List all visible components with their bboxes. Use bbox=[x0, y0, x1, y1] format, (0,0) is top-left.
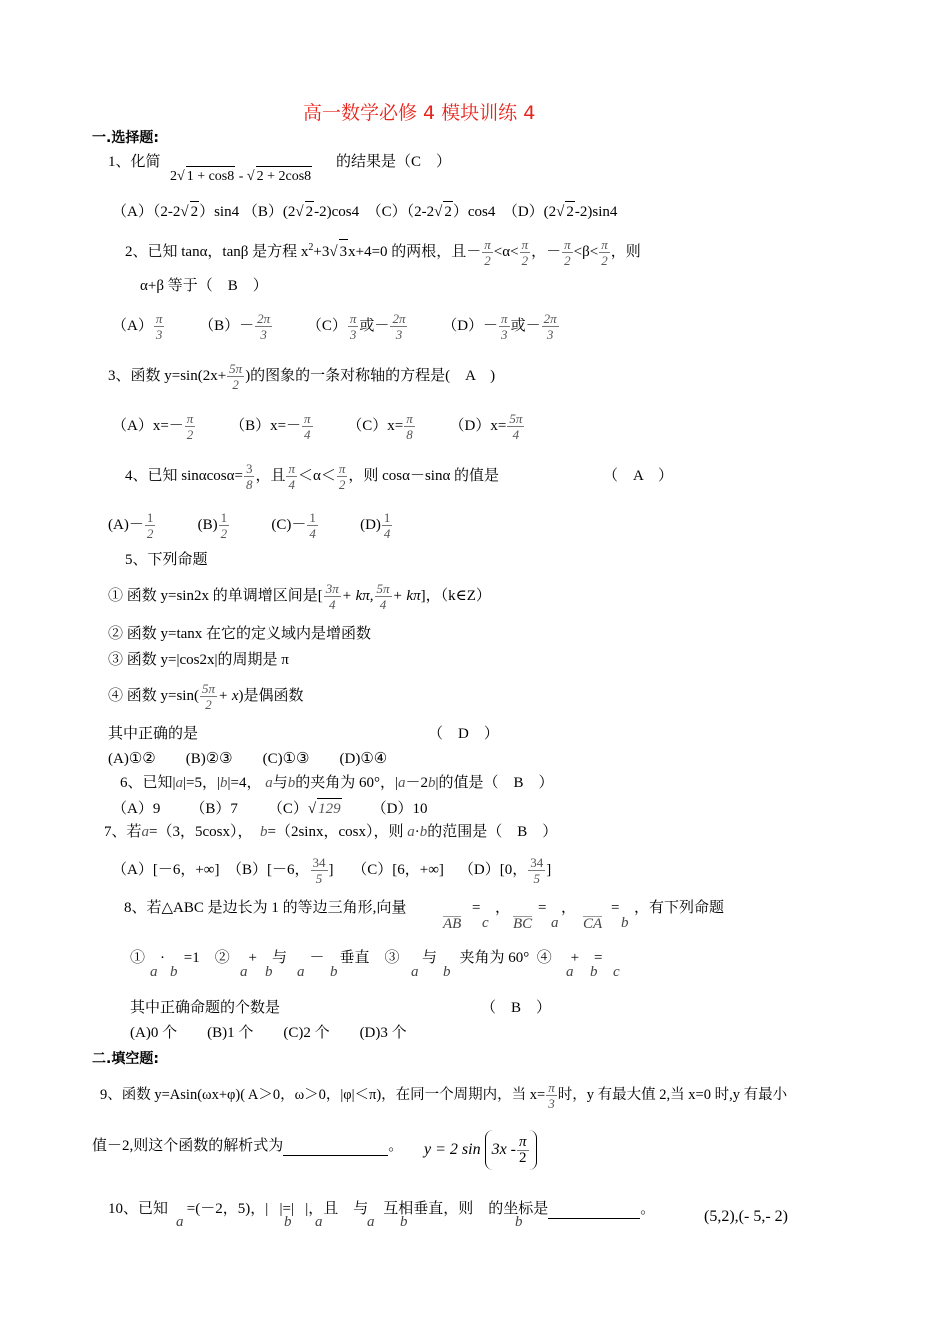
q10-blank[interactable] bbox=[548, 1204, 640, 1219]
q3-options: （A）x=－ $\frac{\pi}{2}$ （B）x=－ $\frac{\pi}{4}$ （C）x= $\frac{\pi}{8}$ （D）x= $\frac{5\pi}{4}$ bbox=[112, 411, 523, 443]
q8-vec-c: c bbox=[482, 915, 489, 931]
q8-p2-b: b bbox=[265, 964, 273, 980]
q5-prop-1: ① 函数 y=sin2x 的单调增区间是[ $\frac{3\pi}{4}$ + kπ, $\frac{5\pi}{4}$ + kπ]，（k∈Z） bbox=[108, 581, 491, 613]
question-6: 6、已知|a|=5，|b|=4， a与b的夹角为 60°，|a－2b|的值是（ B ） bbox=[120, 775, 554, 791]
q8-vec-CA: CA bbox=[583, 916, 603, 932]
q8-p4-b: b bbox=[590, 964, 598, 980]
q9-line2: 值－2,则这个函数的解析式为 。 bbox=[92, 1138, 404, 1154]
question-10: 10、已知 =(－2，5)，| |=| |，且 与 互相垂直，则 的坐标是 。 bbox=[108, 1201, 656, 1217]
q8-props: ① · =1 ② + 与 － 垂直 ③ 与 夹角为 60° ④ + = bbox=[130, 950, 603, 966]
q10-vec-a2: a bbox=[315, 1214, 323, 1230]
q8-p1-a: a bbox=[150, 964, 158, 980]
q5-prop-4: ④ 函数 y=sin( $\frac{5\pi}{2}$ + x)是偶函数 bbox=[108, 681, 304, 713]
q1-options: （A）（2-2√ 2）sin4 （B）(2√ 2-2)cos4 （C）（2-2√ 2）cos4 （D）(2√ 2-2)sin4 bbox=[112, 201, 617, 222]
q8-comma-1: ， bbox=[495, 900, 511, 916]
q5-options: (A)①② (B)②③ (C)①③ (D)①④ bbox=[108, 751, 388, 767]
q10-vec-a1: a bbox=[176, 1214, 184, 1230]
q8-vec-BC: BC bbox=[513, 916, 533, 932]
q4-options: (A)－ $\frac{1}{2}$ (B) $\frac{1}{2}$ (C)－ $\frac{1}{4}$ (D) $\frac{1}{4}$ bbox=[108, 510, 391, 542]
q8-p3-b: b bbox=[443, 964, 451, 980]
q8-p3-a: a bbox=[411, 964, 419, 980]
q7-options: （A）[－6，+∞] （B）[－6， $\frac{34}{5}$ ] （C）[6，+∞] （D）[0， $\frac{34}{5}$ ] bbox=[112, 855, 552, 887]
q8-tail: ，有下列命题 bbox=[634, 900, 725, 916]
q8-options: (A)0 个 (B)1 个 (C)2 个 (D)3 个 bbox=[130, 1025, 407, 1041]
q8-eq-b: = bbox=[611, 900, 620, 916]
q8-p2-b2: b bbox=[330, 964, 338, 980]
q2-line2: α+β 等于（ B ） bbox=[140, 278, 268, 294]
question-1: 1、化简 bbox=[108, 154, 161, 170]
q8-p1-b: b bbox=[170, 964, 178, 980]
question-2: 2、已知 tanα，tanβ 是方程 $x^2+3√$ 3x+4=0 的两根，且－ $\frac{\pi}{2}$ <α< $\frac{\pi}{2}$ ，－ $\frac{\pi}{2}$ <β< $\frac{\pi}{2}$ ，则 bbox=[125, 237, 641, 269]
q10-vec-b2: b bbox=[400, 1214, 408, 1230]
q1-radical-2: 2 + 2cos8 bbox=[256, 166, 313, 187]
q5-ask: 其中正确的是 bbox=[108, 726, 199, 742]
q8-vec-b: b bbox=[621, 915, 629, 931]
q5-prop-2: ② 函数 y=tanx 在它的定义域内是增函数 bbox=[108, 626, 372, 642]
q2-options: （A） $\frac{\pi}{3}$ （B）－ $\frac{2\pi}{3}$ （C） $\frac{\pi}{3}$ 或－ $\frac{2\pi}{3}$ （D）－ $\frac{\pi}{3}$ 或－ $\frac{2\pi}{3}$ bbox=[112, 311, 557, 343]
q10-answer: (5,2),(- 5,- 2) bbox=[704, 1208, 788, 1225]
q8-eq-c: = bbox=[472, 900, 481, 916]
q1-radical-1: 1 + cos8 bbox=[186, 166, 236, 187]
q8-vec-a: a bbox=[551, 915, 559, 931]
question-7: 7、若a=（3，5cosx）， b=（2sinx，cosx），则 a·b的范围是（ B ） bbox=[104, 824, 558, 840]
q8-p2-a2: a bbox=[297, 964, 305, 980]
q8-vec-AB: AB bbox=[443, 916, 462, 932]
q1-suffix: 的结果是（C ） bbox=[336, 154, 452, 170]
q6-options: （A）9 （B）7 （C）√ 129 （D）10 bbox=[112, 798, 427, 819]
q9-answer: y = 2 sin 3x - $\frac{\pi}{2}$ bbox=[424, 1128, 537, 1172]
q9-blank[interactable] bbox=[283, 1141, 388, 1156]
q8-answer: （ B ） bbox=[481, 1000, 552, 1016]
q8-p4-a: a bbox=[566, 964, 574, 980]
q8-eq-a: = bbox=[538, 900, 547, 916]
question-3: 3、函数 y=sin(2x+ $\frac{5\pi}{2}$ )的图象的一条对称轴的方程是( A ) bbox=[108, 361, 496, 393]
q8-p4-c: c bbox=[613, 964, 620, 980]
q5-prop-3: ③ 函数 y=|cos2x|的周期是 π bbox=[108, 652, 289, 668]
q4-answer: （ A ） bbox=[603, 468, 674, 484]
q8-comma-2: ， bbox=[561, 900, 577, 916]
section-fill: 二.填空题: bbox=[92, 1051, 159, 1067]
q10-vec-b1: b bbox=[284, 1214, 292, 1230]
q8-ask: 其中正确命题的个数是 bbox=[130, 1000, 281, 1016]
q8-p2-a: a bbox=[240, 964, 248, 980]
q10-vec-b3: b bbox=[515, 1214, 523, 1230]
page-title: 高一数学必修 4 模块训练 4 bbox=[303, 102, 536, 124]
question-8: 8、若△ABC 是边长为 1 的等边三角形,向量 bbox=[124, 900, 407, 916]
section-choice: 一.选择题: bbox=[92, 130, 159, 146]
q10-vec-a3: a bbox=[367, 1214, 375, 1230]
q1-expression: 2√ 1 + cos8 - √ 2 + 2cos8 bbox=[170, 166, 312, 187]
question-4: 4、已知 sinαcosα= $\frac{3}{8}$ ，且 $\frac{\pi}{4}$ ＜α＜ $\frac{\pi}{2}$ ，则 cosα－sinα 的值是 bbox=[125, 461, 500, 493]
q5-answer: （ D ） bbox=[428, 726, 499, 742]
question-5: 5、下列命题 bbox=[125, 552, 208, 568]
question-9: 9、函数 y=Asin(ωx+φ)( A＞0，ω＞0，|φ|＜π)，在同一个周期内，当 x= $\frac{\pi}{3}$ 时，y 有最大值 2,当 x=0 时,y 有最小 bbox=[100, 1080, 788, 1112]
